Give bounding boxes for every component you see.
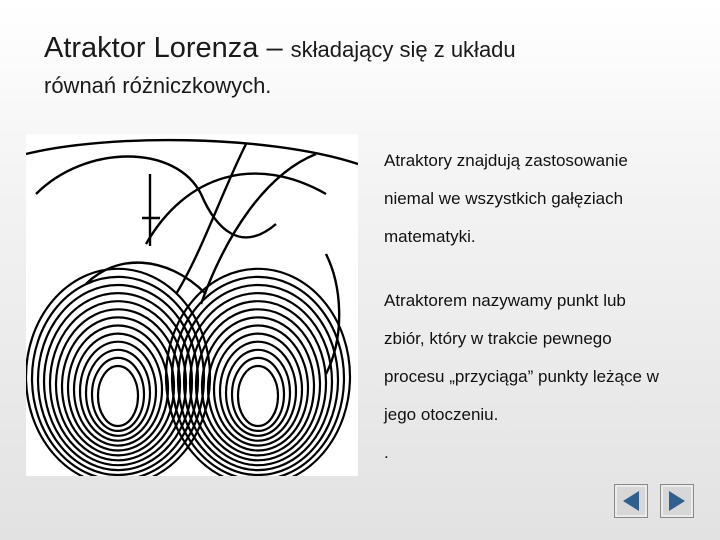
paragraph-2-line-2: zbiór, który w trakcie pewnego xyxy=(384,329,612,348)
triangle-right-icon xyxy=(660,484,694,518)
attractor-loop xyxy=(98,366,138,426)
paragraph-1-line-2: niemal we wszystkich gałęziach xyxy=(384,189,624,208)
attractor-loop xyxy=(92,358,144,431)
triangle-left-icon xyxy=(614,484,648,518)
title-sub-line2: równań różniczkowych. xyxy=(44,72,272,98)
attractor-loop xyxy=(44,293,192,470)
paragraph-1-line-1: Atraktory znajdują zastosowanie xyxy=(384,151,628,170)
paragraph-2-line-3: procesu „przyciąga” punkty leżące w xyxy=(384,367,659,386)
attractor-loop xyxy=(238,366,278,426)
paragraph-2-line-1: Atraktorem nazywamy punkt lub xyxy=(384,291,626,310)
attractor-loop xyxy=(226,350,290,436)
trailing-dot: . xyxy=(384,443,389,462)
body-text xyxy=(384,142,714,472)
paragraph-1-line-3: matematyki. xyxy=(384,227,476,246)
attractor-loop xyxy=(232,358,284,431)
lorenz-attractor-image xyxy=(26,134,358,476)
attractor-loop xyxy=(86,350,150,436)
next-slide-button[interactable] xyxy=(660,484,694,518)
slide-title xyxy=(44,30,704,100)
title-main: Atraktor Lorenza – xyxy=(44,32,291,64)
attractor-loop xyxy=(184,293,332,470)
paragraph-2-line-4: jego otoczeniu. xyxy=(384,405,499,424)
previous-slide-button[interactable] xyxy=(614,484,648,518)
title-sub: składający się z układu xyxy=(290,37,516,62)
